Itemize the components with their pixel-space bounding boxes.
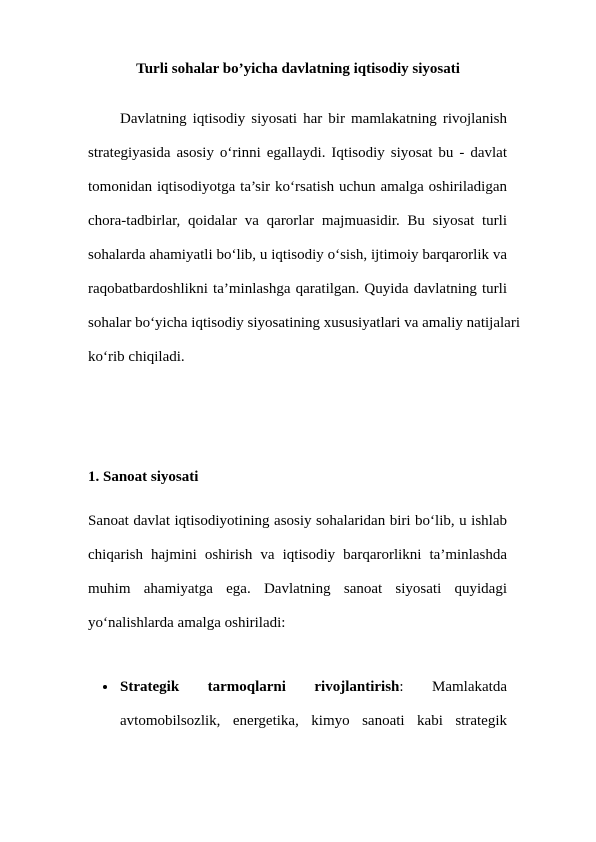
intro-line: raqobatbardoshlikni ta’minlashga qaratilgan. Quyida davlatning turli bbox=[88, 281, 507, 297]
bullet-line-rest: Mamlakatda bbox=[432, 679, 507, 695]
bullet-line bbox=[120, 670, 507, 704]
intro-paragraph bbox=[88, 102, 520, 374]
bullet-colon: : bbox=[399, 679, 404, 695]
document-title: Turli sohalar bo’yicha davlatning iqtisodiy siyosati bbox=[136, 61, 460, 77]
intro-line: tomonidan iqtisodiyotga ta’sir ko‘rsatish uchun amalga oshiriladigan bbox=[88, 179, 507, 195]
bullet-bold-term: Strategik tarmoqlarni rivojlantirish bbox=[120, 679, 400, 695]
intro-line: chora-tadbirlar, qoidalar va qarorlar majmuasidir. Bu siyosat turli bbox=[88, 213, 507, 229]
section-line: chiqarish hajmini oshirish va iqtisodiy barqarorlikni ta’minlashda bbox=[88, 547, 507, 563]
intro-line: sohalar bo‘yicha iqtisodiy siyosatining xususiyatlari va amaliy natijalari bbox=[88, 315, 520, 331]
section-heading: 1. Sanoat siyosati bbox=[88, 469, 199, 485]
section-line: yo‘nalishlarda amalga oshiriladi: bbox=[88, 615, 286, 631]
intro-line: Davlatning iqtisodiy siyosati har bir mamlakatning rivojlanish bbox=[120, 111, 507, 127]
bullet-dot-icon bbox=[103, 685, 107, 689]
bullet-line: avtomobilsozlik, energetika, kimyo sanoati kabi strategik bbox=[120, 713, 507, 729]
section-line: Sanoat davlat iqtisodiyotining asosiy sohalaridan biri bo‘lib, u ishlab bbox=[88, 513, 507, 529]
bullet-item bbox=[120, 670, 507, 738]
section-paragraph bbox=[88, 504, 507, 640]
section-line: muhim ahamiyatga ega. Davlatning sanoat siyosati quyidagi bbox=[88, 581, 507, 597]
intro-line: strategiyasida asosiy o‘rinni egallaydi. Iqtisodiy siyosat bu - davlat bbox=[88, 145, 507, 161]
intro-line: sohalarda ahamiyatli bo‘lib, u iqtisodiy o‘sish, ijtimoiy barqarorlik va bbox=[88, 247, 507, 263]
intro-line: ko‘rib chiqiladi. bbox=[88, 349, 185, 365]
